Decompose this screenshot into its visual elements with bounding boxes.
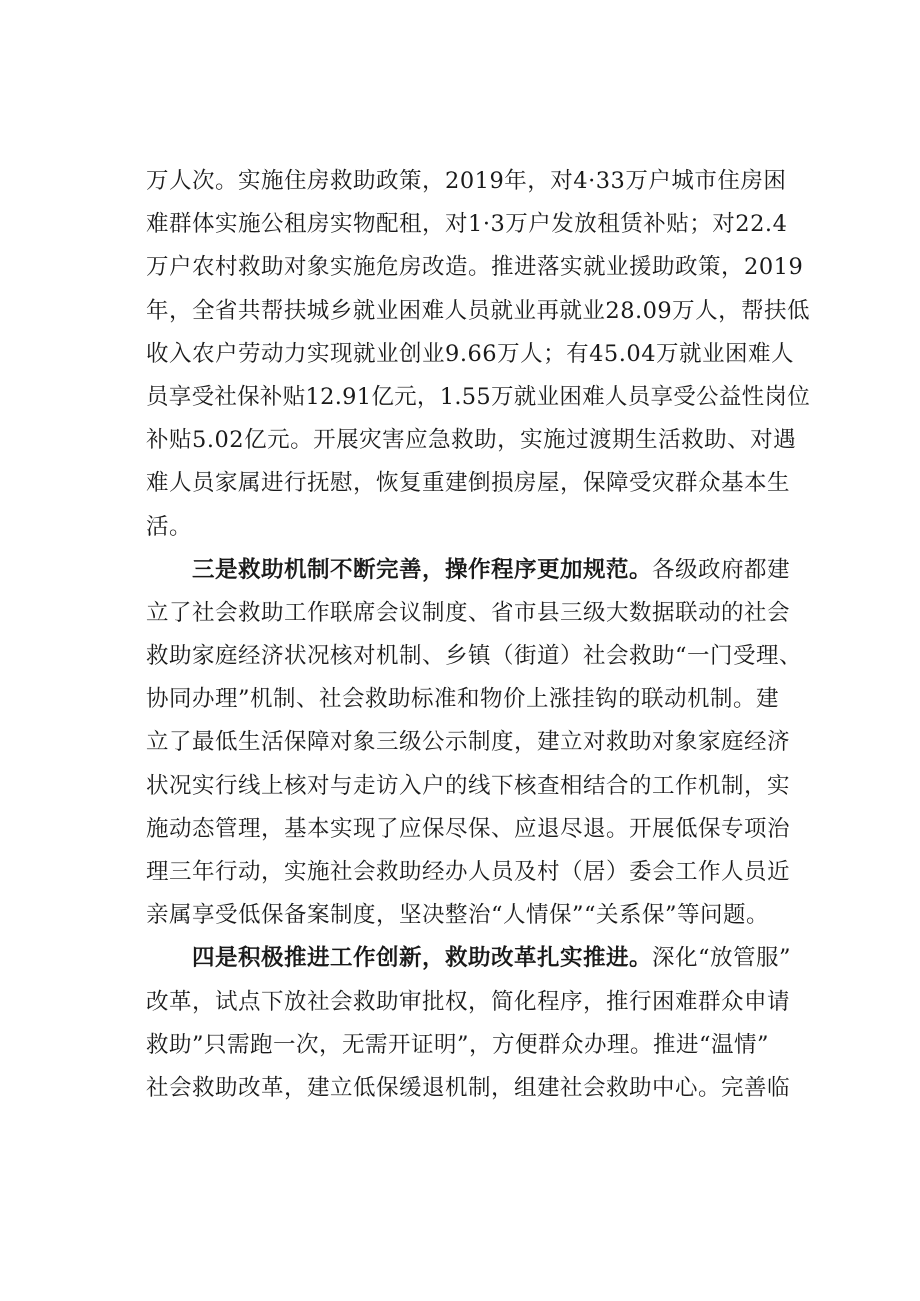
text-line: 理三年行动，实施社会救助经办人员及村（居）委会工作人员近 [146, 859, 791, 885]
text-line: 改革，试点下放社会救助审批权，简化程序，推行困难群众申请 [146, 988, 791, 1015]
body-text [146, 160, 810, 1110]
paragraph-first-line [146, 549, 810, 592]
text-line: 施动态管理，基本实现了应保尽保、应退尽退。开展低保专项治 [146, 815, 791, 842]
text-line: 员享受社保补贴12.91亿元，1.55万就业困难人员享受公益性岗位 [146, 383, 810, 410]
paragraph-heading: 三是救助机制不断完善，操作程序更加规范。 [192, 556, 653, 583]
text-line: 协同办理”机制、社会救助标准和物价上涨挂钩的联动机制。建 [146, 686, 780, 713]
paragraph-text: 各级政府都建 [652, 556, 791, 583]
text-line: 立了社会救助工作联席会议制度、省市县三级大数据联动的社会 [146, 599, 791, 626]
text-line: 活。 [146, 513, 193, 540]
text-line: 年，全省共帮扶城乡就业困难人员就业再就业28.09万人，帮扶低 [146, 297, 810, 324]
text-line: 救助家庭经济状况核对机制、乡镇（街道）社会救助“一门受理、 [146, 643, 803, 670]
text-line: 难群体实施公租房实物配租，对1·3万户发放租赁补贴；对22.4 [146, 211, 788, 238]
text-line: 亲属享受低保备案制度，坚决整治“人情保”“关系保”等问题。 [146, 902, 770, 929]
text-line: 万户农村救助对象实施危房改造。推进落实就业援助政策，2019 [146, 254, 804, 281]
text-line: 救助”只需跑一次，无需开证明”，方便群众办理。推进“温情” [146, 1031, 770, 1058]
paragraph-first-line [146, 937, 810, 980]
text-line: 收入农户劳动力实现就业创业9.66万人；有45.04万就业困难人 [146, 340, 795, 367]
text-line: 补贴5.02亿元。开展灾害应急救助，实施过渡期生活救助、对遇 [146, 427, 797, 454]
text-line: 难人员家属进行抚慰，恢复重建倒损房屋，保障受灾群众基本生 [146, 470, 791, 497]
paragraph-heading: 四是积极推进工作创新，救助改革扎实推进。 [192, 945, 653, 972]
paragraph-text: 深化“放管服” [652, 945, 792, 972]
text-line: 社会救助改革，建立低保缓退机制，组建社会救助中心。完善临 [146, 1074, 791, 1101]
text-line: 万人次。实施住房救助政策，2019年，对4·33万户城市住房困 [146, 168, 787, 194]
text-line: 状况实行线上核对与走访入户的线下核查相结合的工作机制，实 [146, 772, 791, 799]
text-line: 立了最低生活保障对象三级公示制度，建立对救助对象家庭经济 [146, 729, 791, 756]
